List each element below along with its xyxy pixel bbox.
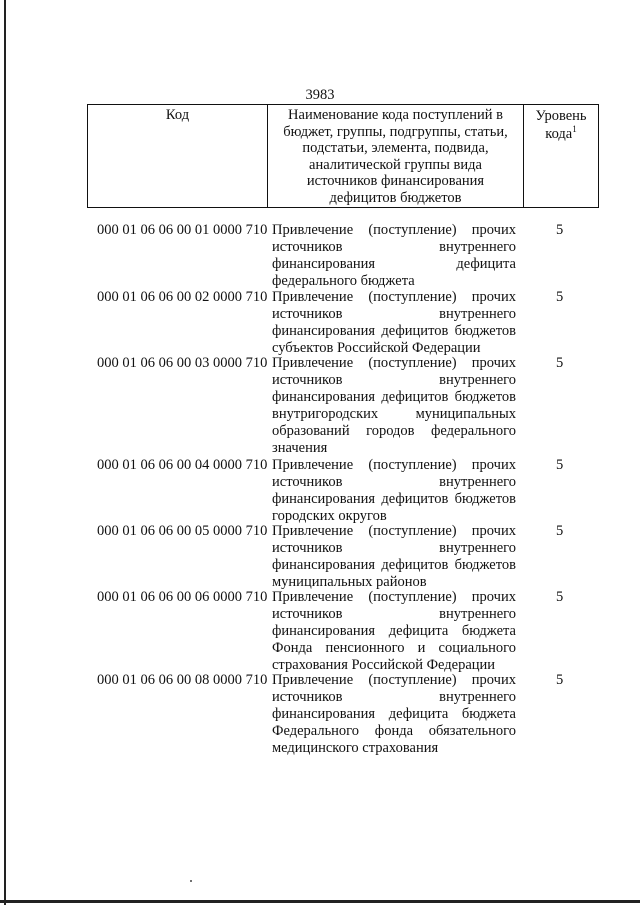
- row-name-line: Привлечение (поступление) прочих: [272, 222, 516, 238]
- header-name-line: Наименование кода поступлений в: [288, 107, 503, 123]
- row-name-line: финансирования дефицита бюджета: [272, 706, 516, 722]
- scan-speck: [190, 880, 192, 882]
- row-code: 000 01 06 06 00 08 0000 710: [97, 672, 268, 688]
- row-code: 000 01 06 06 00 04 0000 710: [97, 457, 268, 473]
- page-edge-bottom: [0, 900, 640, 903]
- row-name: [272, 289, 516, 357]
- row-name-line: муниципальных районов: [272, 574, 427, 590]
- page-number: 3983: [305, 87, 335, 103]
- row-name-line: источников внутреннего: [272, 306, 516, 322]
- row-name-line: субъектов Российской Федерации: [272, 340, 481, 356]
- row-name: [272, 672, 516, 757]
- row-level: 5: [556, 457, 564, 473]
- row-name-line: Привлечение (поступление) прочих: [272, 355, 516, 371]
- row-name-line: источников внутреннего: [272, 606, 516, 622]
- row-level: 5: [556, 523, 564, 539]
- row-name: [272, 523, 516, 591]
- row-code: 000 01 06 06 00 05 0000 710: [97, 523, 268, 539]
- row-code: 000 01 06 06 00 02 0000 710: [97, 289, 268, 305]
- row-name-line: источников внутреннего: [272, 540, 516, 556]
- row-name-line: источников внутреннего: [272, 239, 516, 255]
- row-name-line: городских округов: [272, 508, 387, 524]
- row-name-line: федерального бюджета: [272, 273, 415, 289]
- row-name-line: Привлечение (поступление) прочих: [272, 457, 516, 473]
- row-code: 000 01 06 06 00 01 0000 710: [97, 222, 268, 238]
- row-name-line: финансирования дефицитов бюджетов: [272, 557, 516, 573]
- header-name-line: бюджет, группы, подгруппы, статьи,: [283, 123, 508, 140]
- row-code: 000 01 06 06 00 03 0000 710: [97, 355, 268, 371]
- row-name-line: Привлечение (поступление) прочих: [272, 672, 516, 688]
- header-name-line: источников финансирования: [306, 173, 485, 189]
- header-name-line: аналитической группы вида: [309, 156, 482, 173]
- header-code-column: [87, 105, 268, 207]
- row-name-line: Привлечение (поступление) прочих: [272, 523, 516, 539]
- row-level: 5: [556, 289, 564, 305]
- header-level-line1: Уровень: [535, 108, 587, 124]
- row-name-line: образований городов федерального: [272, 423, 516, 439]
- row-name-line: Федерального фонда обязательного: [272, 723, 516, 739]
- header-level-column: [524, 105, 599, 207]
- row-level: 5: [556, 222, 564, 238]
- row-level: 5: [556, 589, 564, 605]
- row-name: [272, 457, 516, 525]
- header-level-label: кода: [545, 126, 573, 142]
- row-name-line: финансирования дефицитов бюджетов: [272, 389, 516, 405]
- table-header: [87, 104, 599, 208]
- row-code: 000 01 06 06 00 06 0000 710: [97, 589, 268, 605]
- header-code-label: Код: [165, 107, 190, 123]
- row-name-line: финансирования дефицита: [272, 256, 516, 272]
- row-name-line: Фонда пенсионного и социального: [272, 640, 516, 656]
- row-name: [272, 355, 516, 457]
- row-name-line: страхования Российской Федерации: [272, 657, 496, 673]
- row-level: 5: [556, 355, 564, 371]
- row-name: [272, 589, 516, 674]
- header-level-line2: [524, 125, 598, 143]
- row-name-line: финансирования дефицитов бюджетов: [272, 491, 516, 507]
- header-name-column: [268, 105, 524, 207]
- row-name-line: источников внутреннего: [272, 689, 516, 705]
- row-name-line: значения: [272, 440, 328, 456]
- row-name-line: финансирования дефицитов бюджетов: [272, 323, 516, 339]
- footnote-marker: 1: [572, 124, 577, 134]
- row-name-line: Привлечение (поступление) прочих: [272, 589, 516, 605]
- header-name-line: подстатьи, элемента, подвида,: [302, 140, 489, 156]
- row-name-line: финансирования дефицита бюджета: [272, 623, 516, 639]
- header-name-line: дефицитов бюджетов: [329, 189, 462, 206]
- row-name-line: медицинского страхования: [272, 740, 439, 756]
- row-name-line: Привлечение (поступление) прочих: [272, 289, 516, 305]
- row-name-line: источников внутреннего: [272, 372, 516, 388]
- row-name-line: источников внутреннего: [272, 474, 516, 490]
- row-name-line: внутригородских муниципальных: [272, 406, 516, 422]
- row-level: 5: [556, 672, 564, 688]
- page-edge-left: [4, 0, 6, 905]
- row-name: [272, 222, 516, 290]
